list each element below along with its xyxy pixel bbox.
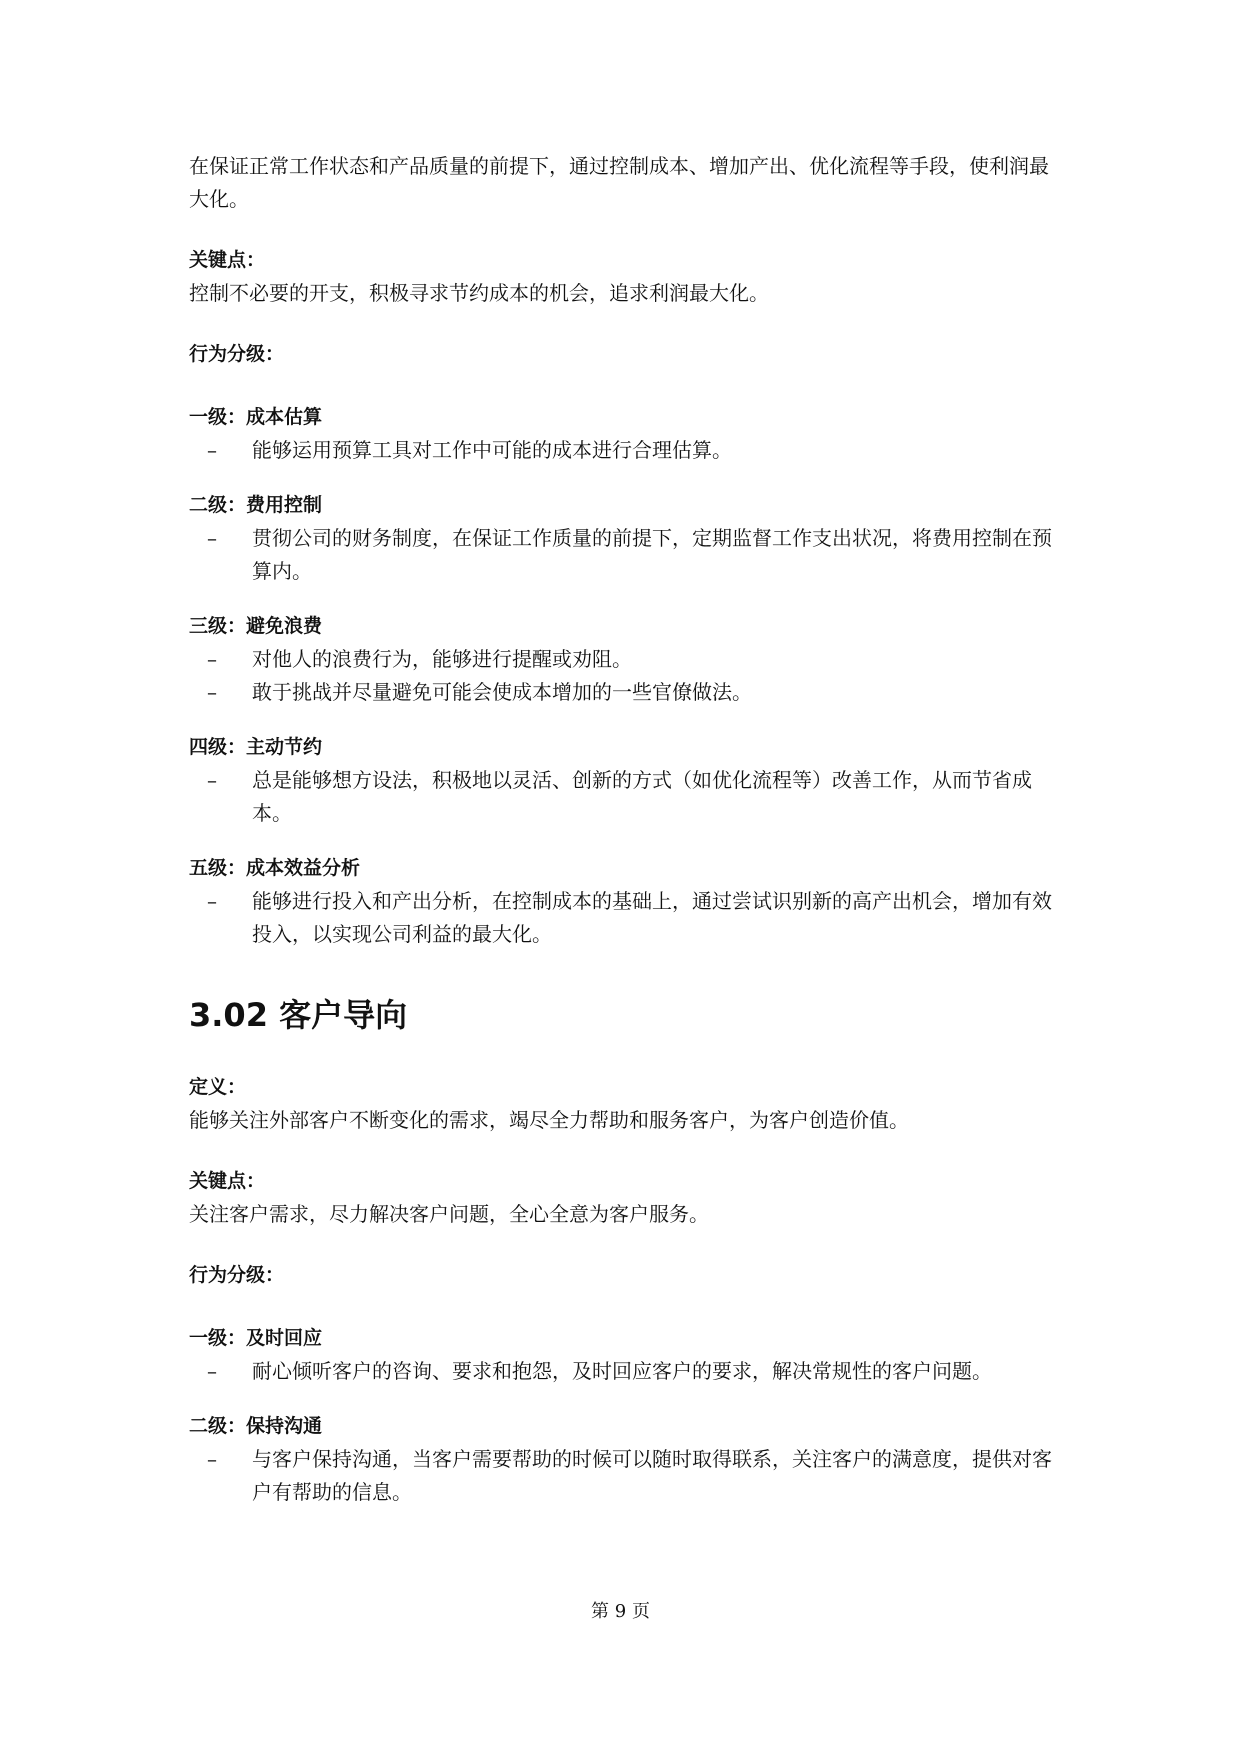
- key-points-label: 关键点：: [189, 1170, 266, 1192]
- level-1: [189, 401, 1059, 467]
- behavior-levels-label: 行为分级：: [189, 1264, 285, 1286]
- level-item-text: 敢于挑战并尽量避免可能会使成本增加的一些官僚做法。: [252, 680, 752, 704]
- page-number: 第 9 页: [591, 1601, 650, 1622]
- key-points-text: 控制不必要的开支，积极寻求节约成本的机会，追求利润最大化。: [189, 281, 769, 305]
- key-points-label: 关键点：: [189, 249, 266, 271]
- page-content: [189, 150, 1059, 1531]
- level-title: 五级：成本效益分析: [189, 857, 361, 879]
- level-item: [189, 676, 1059, 709]
- level-item: [189, 643, 1059, 676]
- key-points-block: [189, 1165, 1059, 1231]
- bullet-dash: –: [207, 680, 217, 704]
- level-item-text: 贯彻公司的财务制度，在保证工作质量的前提下，定期监督工作支出状况，将费用控制在预算内。: [252, 526, 1052, 583]
- level-item-text: 能够进行投入和产出分析，在控制成本的基础上，通过尝试识别新的高产出机会，增加有效投入，以实现公司利益的最大化。: [252, 889, 1052, 946]
- level-item: [189, 1355, 1059, 1388]
- level-item-text: 能够运用预算工具对工作中可能的成本进行合理估算。: [252, 438, 732, 462]
- level-item-text: 对他人的浪费行为，能够进行提醒或劝阻。: [252, 647, 632, 671]
- level-title: 二级：费用控制: [189, 494, 323, 516]
- level-3: [189, 610, 1059, 709]
- definition-block: [189, 1071, 1059, 1137]
- level-2: [189, 1410, 1059, 1509]
- section-heading: 3.02 客户导向: [189, 996, 408, 1034]
- level-item-text: 总是能够想方设法，积极地以灵活、创新的方式（如优化流程等）改善工作，从而节省成本。: [252, 768, 1032, 825]
- level-4: [189, 731, 1059, 830]
- level-item-text: 耐心倾听客户的咨询、要求和抱怨，及时回应客户的要求，解决常规性的客户问题。: [252, 1359, 992, 1383]
- level-1: [189, 1322, 1059, 1388]
- level-item: [189, 885, 1059, 951]
- definition-block: [189, 150, 1059, 216]
- bullet-dash: –: [207, 1359, 217, 1383]
- level-title: 三级：避免浪费: [189, 615, 323, 637]
- bullet-dash: –: [207, 889, 217, 913]
- definition-label: 定义：: [189, 1076, 247, 1098]
- bullet-dash: –: [207, 438, 217, 462]
- level-title: 二级：保持沟通: [189, 1415, 323, 1437]
- definition-text: 在保证正常工作状态和产品质量的前提下，通过控制成本、增加产出、优化流程等手段，使利润最大化。: [189, 154, 1049, 211]
- bullet-dash: –: [207, 526, 217, 550]
- definition-text: 能够关注外部客户不断变化的需求，竭尽全力帮助和服务客户，为客户创造价值。: [189, 1108, 909, 1132]
- level-title: 四级：主动节约: [189, 736, 323, 758]
- key-points-block: [189, 244, 1059, 310]
- level-title: 一级：及时回应: [189, 1327, 323, 1349]
- level-item: [189, 1443, 1059, 1509]
- bullet-dash: –: [207, 1447, 217, 1471]
- bullet-dash: –: [207, 768, 217, 792]
- level-title: 一级：成本估算: [189, 406, 323, 428]
- behavior-levels-label: 行为分级：: [189, 343, 285, 365]
- level-2: [189, 489, 1059, 588]
- level-item-text: 与客户保持沟通，当客户需要帮助的时候可以随时取得联系，关注客户的满意度，提供对客户有帮助的信息。: [252, 1447, 1052, 1504]
- bullet-dash: –: [207, 647, 217, 671]
- level-item: [189, 434, 1059, 467]
- level-5: [189, 852, 1059, 951]
- key-points-text: 关注客户需求，尽力解决客户问题，全心全意为客户服务。: [189, 1202, 709, 1226]
- level-item: [189, 764, 1059, 830]
- level-item: [189, 522, 1059, 588]
